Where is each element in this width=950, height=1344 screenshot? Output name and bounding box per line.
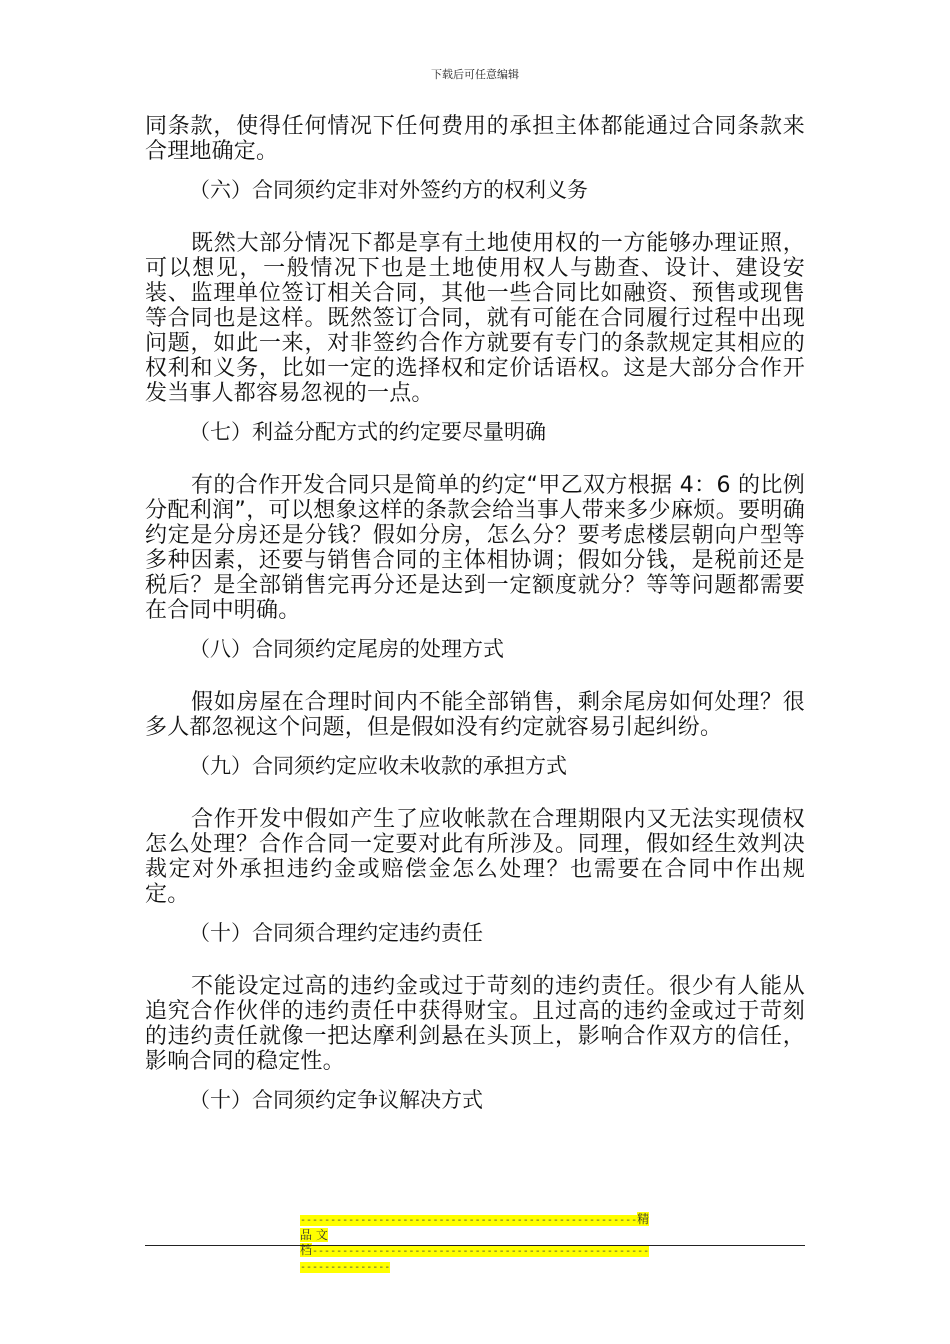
section-heading-9: （九）合同须约定应收未收款的承担方式 bbox=[189, 754, 567, 778]
paragraph-section-9: 合作开发中假如产生了应收帐款在合理期限内又无法实现债权怎么处理？合作合同一定要对此有所涉及。同理，假如经生效判决裁定对外承担违约金或赔偿金怎么处理？也需要在合同中作出规定。 bbox=[145, 807, 805, 907]
section-heading-7: （七）利益分配方式的约定要尽量明确 bbox=[189, 420, 546, 444]
paragraph-section-7: 有的合作开发合同只是简单的约定“甲乙双方根据 4：6 的比例分配利润”，可以想象这样的条款会给当事人带来多少麻烦。要明确约定是分房还是分钱？假如分房，怎么分？要考虑楼层朝向户型等多种因素，还要与销售合同的主体相协调；假如分钱，是税前还是税后？是全部销售完再分还是达到一定额度就分？等等问题都需要在合同中明确。 bbox=[145, 473, 805, 623]
section-heading-6: （六）合同须约定非对外签约方的权利义务 bbox=[189, 178, 588, 202]
section-heading-8: （八）合同须约定尾房的处理方式 bbox=[189, 637, 504, 661]
footer-dashes-1: -------------------------------------------------------- bbox=[300, 1215, 638, 1226]
footer-watermark bbox=[300, 1212, 650, 1275]
section-heading-11: （十）合同须约定争议解决方式 bbox=[189, 1088, 483, 1112]
footer-rule bbox=[145, 1245, 805, 1246]
paragraph-section-10: 不能设定过高的违约金或过于苛刻的违约责任。很少有人能从追究合作伙伴的违约责任中获得财宝。且过高的违约金或过于苛刻的违约责任就像一把达摩利剑悬在头顶上，影响合作双方的信任，影响合同的稳定性。 bbox=[145, 974, 805, 1074]
document-body bbox=[145, 114, 805, 1113]
header-note: 下载后可任意编辑 bbox=[431, 68, 519, 81]
footer-dashes-2: ----------------------------------------------------------------------- bbox=[300, 1246, 650, 1273]
footer-label-1: 精品 文 bbox=[300, 1212, 650, 1242]
paragraph-section-8: 假如房屋在合理时间内不能全部销售，剩余尾房如何处理？很多人都忽视这个问题，但是假如没有约定就容易引起纠纷。 bbox=[145, 690, 805, 740]
paragraph-section-6: 既然大部分情况下都是享有土地使用权的一方能够办理证照，可以想见，一般情况下也是土地使用权人与勘查、设计、建设安装、监理单位签订相关合同，其他一些合同比如融资、预售或现售等合同也是这样。既然签订合同，就有可能在合同履行过程中出现问题，如此一来，对非签约合作方就要有专门的条款规定其相应的权利和义务，比如一定的选择权和定价话语权。这是大部分合作开发当事人都容易忽视的一点。 bbox=[145, 231, 805, 406]
section-heading-10: （十）合同须合理约定违约责任 bbox=[189, 921, 483, 945]
footer-label-2: 档 bbox=[300, 1243, 313, 1257]
paragraph-continuation: 同条款，使得任何情况下任何费用的承担主体都能通过合同条款来合理地确定。 bbox=[145, 114, 805, 164]
